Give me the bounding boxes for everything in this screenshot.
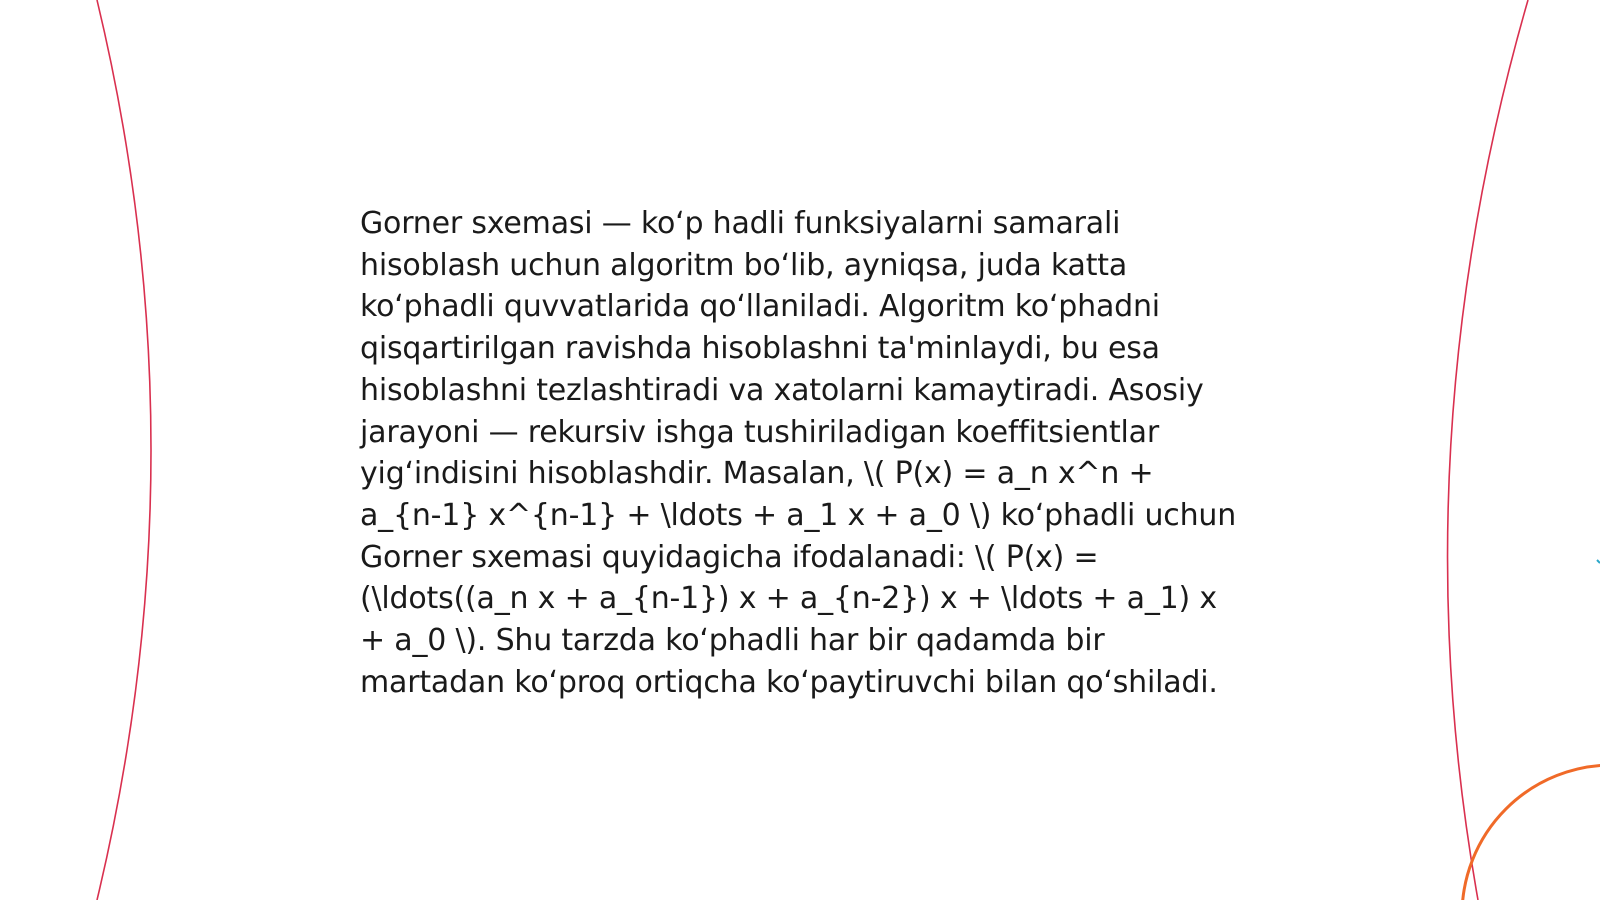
right-arc [1448,0,1528,900]
left-arc [97,0,151,900]
body-paragraph: Gorner sxemasi — ko‘p hadli funksiyalarni samarali hisoblash uchun algoritm bo‘lib, ayniqsa, juda katta ko‘phadli quvvatlarida qo‘llaniladi. Algoritm ko‘phadni qisqartirilgan ravishda hisoblashni ta'minlaydi, bu esa hisoblashni tezlashtiradi va xatolarni kamaytiradi. Asosiy jarayoni — rekursiv ishga tushiriladigan koeffitsientlar yig‘indisini hisoblashdir. Masalan, \( P(x) = a_n x^n + a_{n-1} x^{n-1} + \ldots + a_1 x + a_0 \) ko‘phadli uchun Gorner sxemasi quyidagicha ifodalanadi: \( P(x) = (\ldots((a_n x + a_{n-1}) x + a_{n-2}) x + \ldots + a_1) x + a_0 \). Shu tarzda ko‘phadli har bir qadamda bir martadan ko‘proq ortiqcha ko‘paytiruvchi bilan qo‘shiladi. [360,206,1237,700]
corner-circle [1462,765,1600,900]
